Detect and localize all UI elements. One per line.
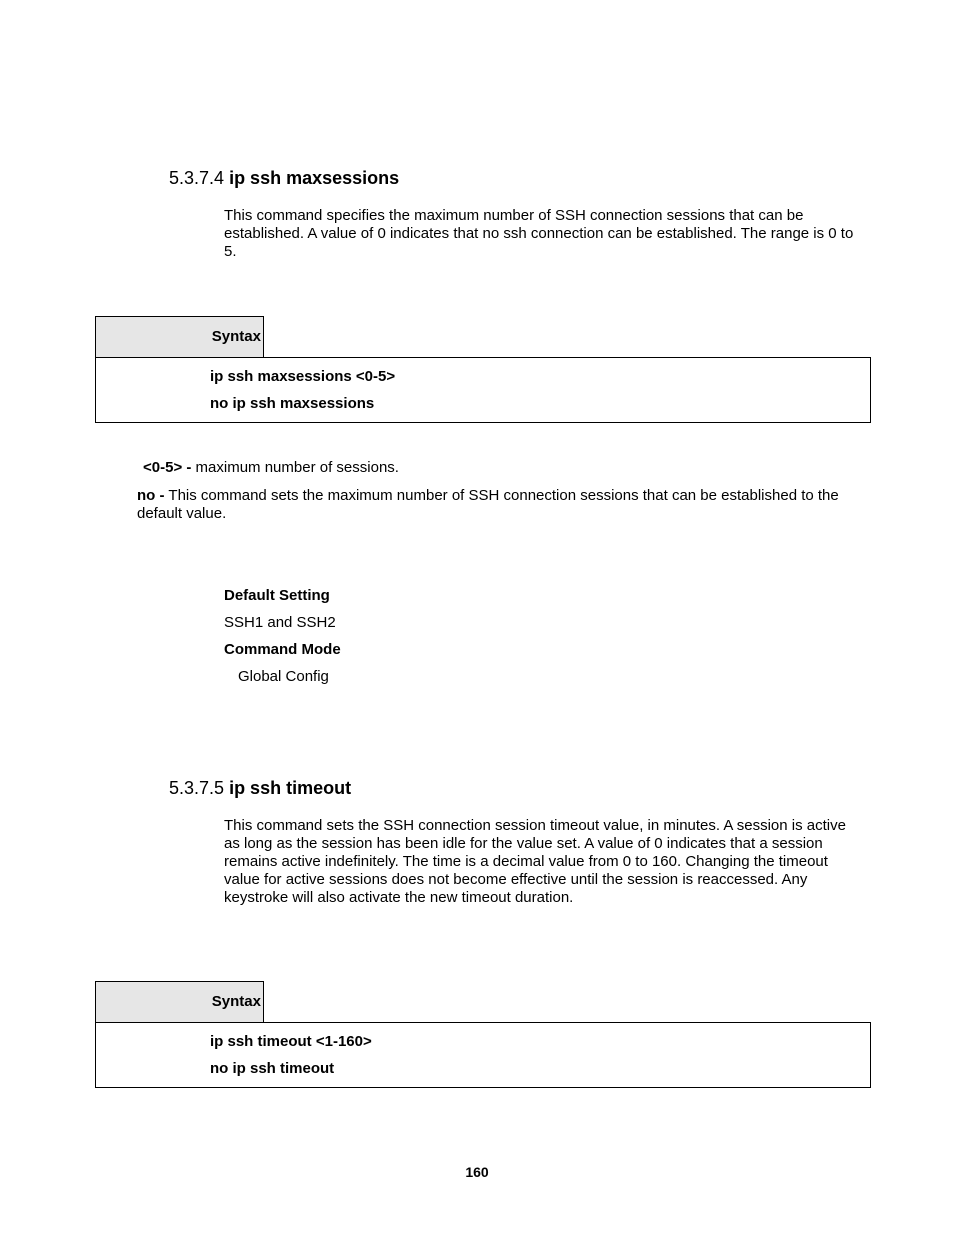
param-description bbox=[143, 459, 873, 477]
param-description bbox=[137, 487, 867, 523]
section-title: ip ssh timeout bbox=[229, 778, 352, 798]
syntax-command: no ip ssh maxsessions bbox=[210, 395, 375, 412]
page-number: 160 bbox=[465, 1164, 489, 1180]
syntax-command: ip ssh timeout <1-160> bbox=[210, 1033, 372, 1050]
section-number: 5.3.7.4 bbox=[169, 168, 225, 188]
syntax-body bbox=[95, 357, 871, 423]
section-number: 5.3.7.5 bbox=[169, 778, 225, 798]
default-setting-value: SSH1 and SSH2 bbox=[224, 614, 336, 631]
section-description: This command sets the SSH connection session timeout value, in minutes. A session is active as long as the session has been idle for the value set. A value of 0 indicates that a session remains active indefinitely. The time is a decimal value from 0 to 160. Changing the timeout value for active sessions does not become effective until the session is reaccessed. Any keystroke will also activate the new timeout duration. bbox=[224, 817, 846, 906]
syntax-command: no ip ssh timeout bbox=[210, 1060, 335, 1077]
default-setting-label: Default Setting bbox=[224, 587, 330, 604]
syntax-command: ip ssh maxsessions <0-5> bbox=[210, 368, 396, 385]
param-term: no - bbox=[137, 487, 165, 504]
param-text: maximum number of sessions. bbox=[195, 459, 399, 476]
command-mode-value: Global Config bbox=[238, 668, 329, 685]
syntax-body bbox=[95, 1022, 871, 1088]
syntax-label: Syntax bbox=[211, 328, 261, 345]
syntax-table bbox=[95, 981, 869, 1088]
syntax-header bbox=[95, 316, 264, 358]
section-description: This command specifies the maximum number of SSH connection sessions that can be established. A value of 0 indicates that no ssh connection can be established. The range is 0 to 5. bbox=[224, 207, 854, 260]
syntax-header bbox=[95, 981, 264, 1023]
syntax-label: Syntax bbox=[211, 993, 261, 1010]
param-term: <0-5> - bbox=[143, 459, 192, 476]
param-text: This command sets the maximum number of SSH connection sessions that can be established to the default value. bbox=[137, 487, 839, 522]
command-mode-label: Command Mode bbox=[224, 641, 341, 658]
section-heading bbox=[169, 168, 399, 189]
section-title: ip ssh maxsessions bbox=[229, 168, 400, 188]
section-heading bbox=[169, 778, 351, 799]
syntax-table bbox=[95, 316, 869, 423]
